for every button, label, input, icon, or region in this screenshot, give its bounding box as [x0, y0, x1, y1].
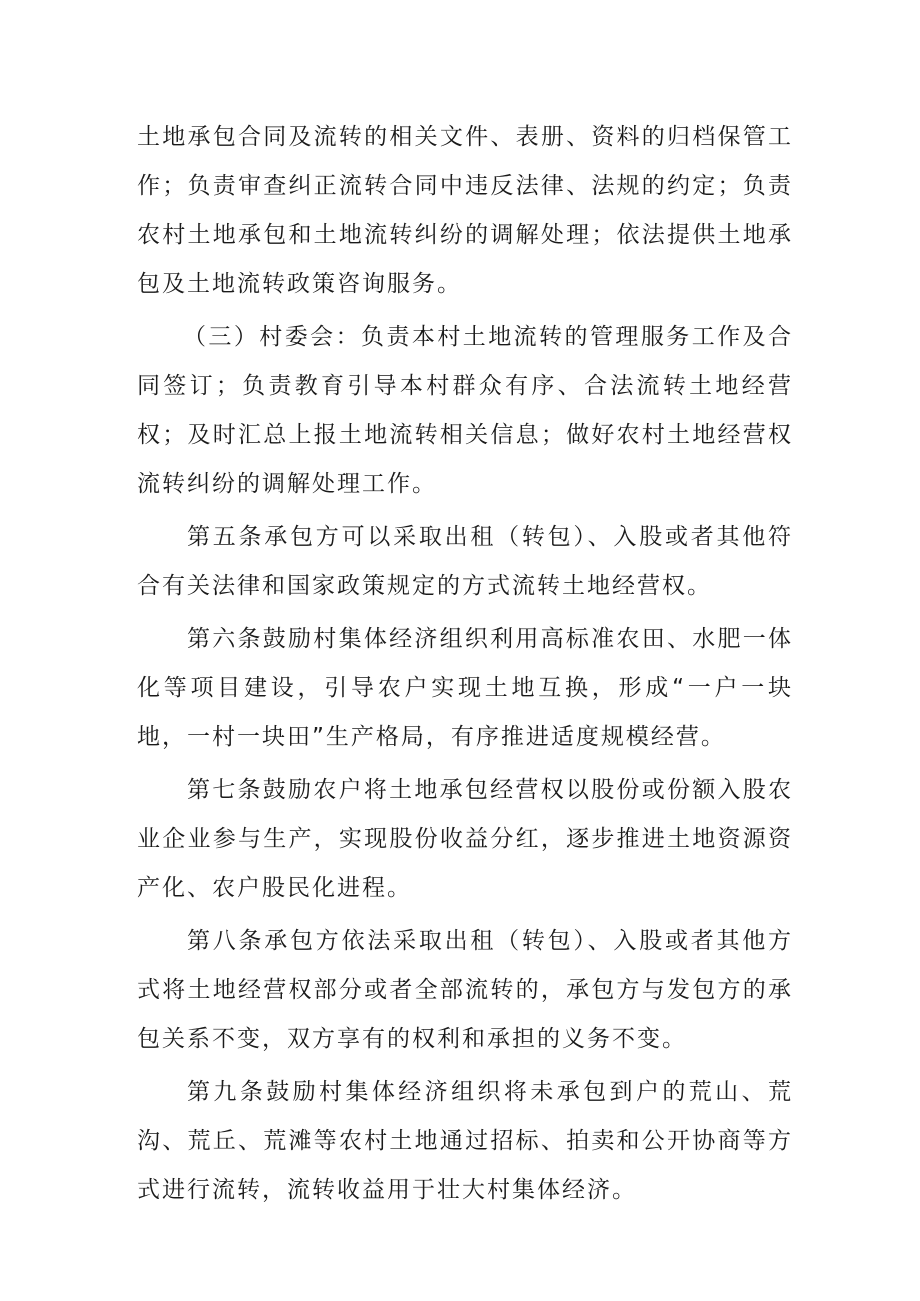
paragraph-duties-continued: 土地承包合同及流转的相关文件、表册、资料的归档保管工作；负责审查纠正流转合同中违反法律、法规的约定；负责农村土地承包和土地流转纠纷的调解处理；依法提供土地承包及土地流转政策咨询服务。	[137, 124, 793, 297]
paragraph-article-5: 第五条承包方可以采取出租（转包）、入股或者其他符合有关法律和国家政策规定的方式流转土地经营权。	[137, 524, 793, 599]
paragraph-article-9: 第九条鼓励村集体经济组织将未承包到户的荒山、荒沟、荒丘、荒滩等农村土地通过招标、拍卖和公开协商等方式进行流转，流转收益用于壮大村集体经济。	[137, 1079, 793, 1203]
paragraph-village-committee: （三）村委会：负责本村土地流转的管理服务工作及合同签订；负责教育引导本村群众有序、合法流转土地经营权；及时汇总上报土地流转相关信息；做好农村土地经营权流转纠纷的调解处理工作。	[137, 324, 793, 497]
paragraph-article-8: 第八条承包方依法采取出租（转包）、入股或者其他方式将土地经营权部分或者全部流转的，承包方与发包方的承包关系不变，双方享有的权利和承担的义务不变。	[137, 928, 793, 1052]
paragraph-article-6: 第六条鼓励村集体经济组织利用高标准农田、水肥一体化等项目建设，引导农户实现土地互换，形成“一户一块地，一村一块田”生产格局，有序推进适度规模经营。	[137, 626, 793, 750]
document-body	[137, 113, 793, 1215]
paragraph-article-7: 第七条鼓励农户将土地承包经营权以股份或份额入股农业企业参与生产，实现股份收益分红，逐步推进土地资源资产化、农户股民化进程。	[137, 777, 793, 901]
